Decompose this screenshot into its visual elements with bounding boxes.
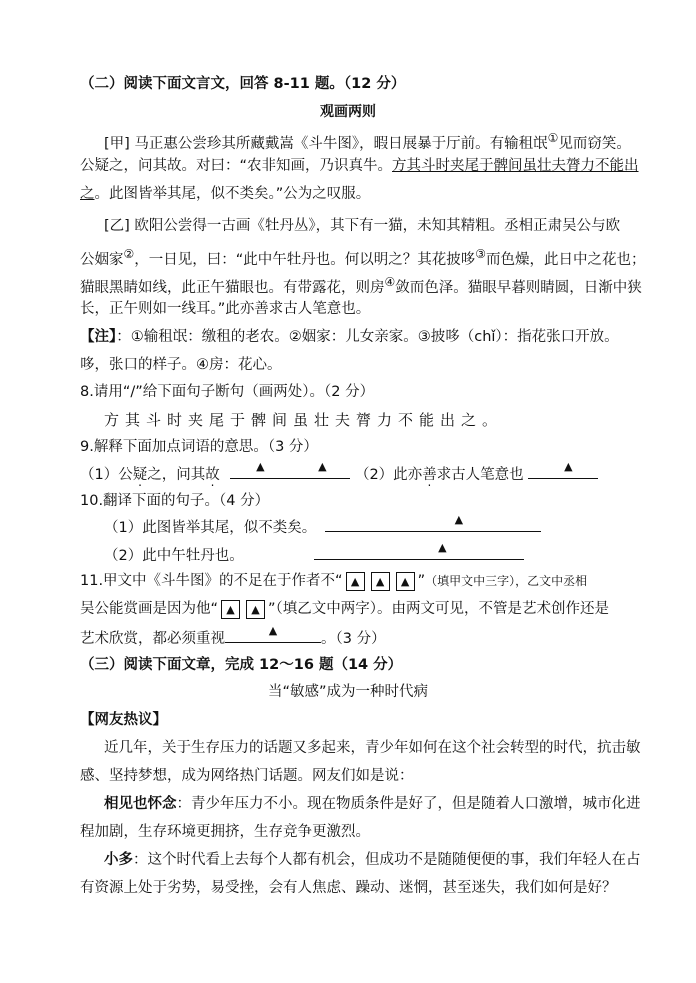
question-10-item: （1）此图皆举其尾，似不类矣。 ▲	[104, 515, 541, 539]
article-paragraph: 感、坚持梦想，成为网络热门话题。网友们如是说：	[80, 768, 414, 784]
notes-line: 【注】：①输租氓：缴租的老农。②姻家：儿女亲家。③披哆（chǐ）：指花张口开放。	[80, 329, 619, 345]
article-paragraph: 程加剧，生存环境更拥挤，生存竞争更激烈。	[80, 824, 370, 840]
passage-jia-line: 之。此图皆举其尾，似不类矣。”公为之叹服。	[80, 186, 371, 202]
passage-yi-line: 长，正午则如一线耳。”此亦善求古人笔意也。	[80, 301, 371, 317]
section3-heading: （三）阅读下面文章，完成 12～16 题（14 分）	[80, 657, 403, 673]
passage-title: 观画两则	[320, 104, 376, 120]
answer-blank[interactable]: ▲	[314, 543, 524, 560]
article-paragraph: 有资源上处于劣势，易受挫，会有人焦虑、躁动、迷惘，甚至迷失，我们如何是好？	[80, 880, 617, 896]
section2-heading: （二）阅读下面文言文，回答 8-11 题。（12 分）	[80, 76, 406, 92]
answer-box[interactable]: ▲	[246, 600, 265, 619]
question-11-line: 吴公能赏画是因为他“ ▲ ▲ ”（填乙文中两字）。由两文可见，不管是艺术创作还是	[80, 601, 610, 617]
question-11-line: 11.甲文中《斗牛图》的不足在于作者不“ ▲ ▲ ▲ ”（填甲文中三字），乙文中丞相	[80, 573, 588, 589]
question-8: 8.请用“/”给下面句子断句（画两处）。（2 分）	[80, 384, 375, 400]
article-paragraph: 近几年，关于生存压力的话题又多起来，青少年如何在这个社会转型的时代，抗击敏	[104, 740, 641, 756]
article-title: 当“敏感”成为一种时代病	[267, 684, 429, 700]
answer-box[interactable]: ▲	[396, 572, 415, 591]
passage-yi-line: 猫眼黑睛如线，此正午猫眼也。有带露花，则房④敛而色泽。猫眼早暮则睛圆，日渐中狭	[80, 275, 642, 296]
question-10-item: （2）此中午牡丹也。 ▲	[104, 543, 524, 567]
answer-blank[interactable]: ▲	[528, 462, 598, 479]
question-11-line: 艺术欣赏，都必须重视 ▲ 。（3 分）	[80, 624, 386, 647]
notes-line: 哆，张口的样子。④房：花心。	[80, 357, 282, 373]
question-9: 9.解释下面加点词语的意思。（3 分）	[80, 439, 318, 455]
answer-box[interactable]: ▲	[346, 572, 365, 591]
subheading: 【网友热议】	[80, 712, 167, 728]
answer-blank[interactable]: ▲ ▲	[230, 462, 350, 479]
passage-yi-line: 公姻家②，一日见，曰：“此中午牡丹也。何以明之？其花披哆③而色燥，此日中之花也；	[80, 247, 646, 268]
passage-yi-line: [乙] 欧阳公尝得一古画《牡丹丛》，其下有一猫，未知其精粗。丞相正肃吴公与欧	[104, 218, 621, 234]
question-9-items: （1）公疑之，问其故 ▲ ▲ （2）此亦善求古人笔意也 ▲	[80, 462, 598, 486]
passage-jia-line: [甲] 马正惠公尝珍其所藏戴嵩《斗牛图》，暇日展暴于厅前。有输租氓①见而窃笑。	[104, 131, 631, 152]
answer-box[interactable]: ▲	[371, 572, 390, 591]
answer-blank[interactable]: ▲	[225, 626, 321, 643]
answer-blank[interactable]: ▲	[325, 515, 541, 532]
article-paragraph: 小多：这个时代看上去每个人都有机会，但成功不是随随便便的事，我们年轻人在占	[104, 852, 641, 868]
question-10: 10.翻译下面的句子。（4 分）	[80, 493, 270, 509]
answer-box[interactable]: ▲	[221, 600, 240, 619]
passage-jia-line: 公疑之，问其故。对曰：“农非知画，乃识真牛。方其斗时夹尾于髀间虽壮夫膂力不能出	[80, 158, 639, 174]
question-8-sentence: 方其斗时夹尾于髀间虽壮夫膂力不能出之。	[104, 411, 504, 429]
article-paragraph: 相见也怀念：青少年压力不小。现在物质条件是好了，但是随着人口激增，城市化进	[104, 796, 641, 812]
